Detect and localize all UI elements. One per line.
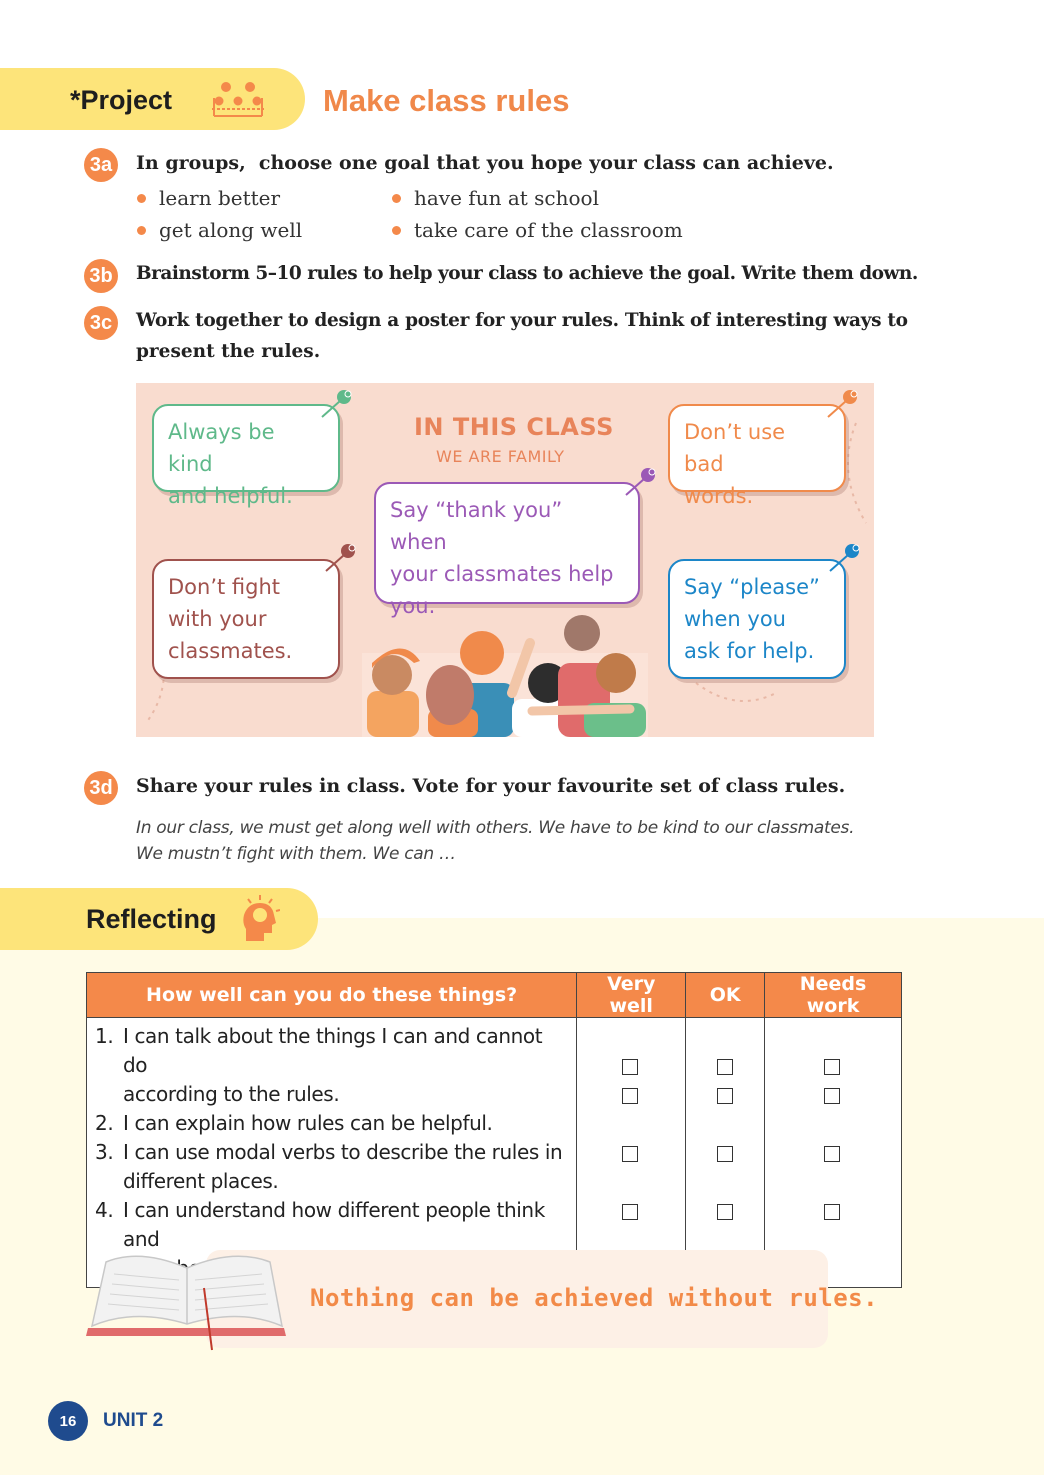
project-title: Make class rules xyxy=(323,83,570,118)
open-book-icon xyxy=(84,1248,290,1354)
checkbox-item1-ok[interactable] xyxy=(717,1059,733,1075)
option-label: take care of the classroom xyxy=(414,218,683,242)
note-line: Don’t use bad xyxy=(684,420,786,476)
class-rules-poster xyxy=(136,383,874,737)
item-number: 2. xyxy=(95,1111,114,1135)
option-label: learn better xyxy=(159,186,281,210)
list-item xyxy=(95,1196,568,1254)
red-pin-icon xyxy=(322,541,362,575)
example-line-1: In our class, we must get along well with others. We have to be kind to our classmates. xyxy=(136,818,855,838)
item-number: 4. xyxy=(95,1198,114,1222)
item-text: I can understand how different people think and xyxy=(123,1198,545,1251)
bullet-dot xyxy=(392,226,401,235)
poster-subheading: WE ARE FAMILY xyxy=(436,447,565,466)
self-assessment-table xyxy=(86,972,902,1288)
ok-column xyxy=(686,1018,765,1288)
note-line: Say “thank you” when xyxy=(390,498,563,554)
column-header: Very well xyxy=(577,973,686,1018)
motto-quote: Nothing can be achieved without rules. xyxy=(310,1284,879,1312)
bullet-dot xyxy=(137,226,146,235)
checkbox-item3-very-well[interactable] xyxy=(622,1146,638,1162)
items-cell xyxy=(87,1018,577,1288)
rule-note-kind xyxy=(152,404,340,508)
note-line: classmates. xyxy=(168,639,293,663)
note-line: Don’t fight xyxy=(168,575,281,599)
needs-work-column xyxy=(765,1018,902,1288)
instruction-3c-line1: Work together to design a poster for your rules. Think of interesting ways to xyxy=(136,310,908,331)
rule-note-thank-you xyxy=(374,482,640,618)
option-get-along xyxy=(137,218,302,242)
project-label: *Project xyxy=(70,85,173,115)
purple-pin-icon xyxy=(622,465,662,499)
badge-3b: 3b xyxy=(84,259,118,293)
table-header-row xyxy=(87,973,902,1018)
orange-pin-icon xyxy=(824,387,864,421)
column-header: Needs work xyxy=(765,973,902,1018)
instruction-3d: Share your rules in class. Vote for your favourite set of class rules. xyxy=(136,775,846,797)
checkbox-item4-ok[interactable] xyxy=(717,1204,733,1220)
group-icon xyxy=(210,80,266,120)
green-pin-icon xyxy=(318,387,358,421)
item-text: I can talk about the things I can and cannot do xyxy=(123,1024,543,1077)
instruction-3a: In groups, choose one goal that you hope your class can achieve. xyxy=(136,152,834,174)
note-line: with your xyxy=(168,607,267,631)
example-line-2: We mustn’t fight with them. We can … xyxy=(136,844,456,864)
note-line: when you xyxy=(684,607,786,631)
item-text: according to the rules. xyxy=(123,1082,340,1106)
option-learn-better xyxy=(137,186,280,210)
list-item-continued xyxy=(95,1167,568,1196)
checkbox-item1-very-well[interactable] xyxy=(622,1059,638,1075)
students-illustration xyxy=(362,613,648,737)
list-item xyxy=(95,1109,568,1138)
note-line: your classmates help xyxy=(390,562,614,586)
checkbox-item2-very-well[interactable] xyxy=(622,1088,638,1104)
checkbox-item2-ok[interactable] xyxy=(717,1088,733,1104)
option-label: get along well xyxy=(159,218,303,242)
very-well-column xyxy=(577,1018,686,1288)
checkbox-item2-needs-work[interactable] xyxy=(824,1088,840,1104)
note-line: Always be kind xyxy=(168,420,275,476)
bullet-dot xyxy=(137,194,146,203)
unit-label: UNIT 2 xyxy=(103,1410,164,1431)
item-number: 1. xyxy=(95,1024,114,1048)
lightbulb-head-icon xyxy=(240,895,280,943)
rule-note-bad-words xyxy=(668,404,846,508)
checkbox-item4-needs-work[interactable] xyxy=(824,1204,840,1220)
item-text: I can use modal verbs to describe the rules in xyxy=(123,1140,563,1164)
note-line: Say “please” xyxy=(684,575,820,599)
column-header: How well can you do these things? xyxy=(87,973,577,1018)
option-have-fun xyxy=(392,186,599,210)
badge-3c: 3c xyxy=(84,306,118,340)
poster-heading: IN THIS CLASS xyxy=(414,413,614,441)
item-text: different places. xyxy=(123,1169,279,1193)
instruction-3b: Brainstorm 5–10 rules to help your class to achieve the goal. Write them down. xyxy=(136,263,918,284)
option-take-care xyxy=(392,218,683,242)
option-label: have fun at school xyxy=(414,186,599,210)
checkbox-item4-very-well[interactable] xyxy=(622,1204,638,1220)
page-number: 16 xyxy=(48,1401,88,1441)
reflecting-title: Reflecting xyxy=(86,904,217,934)
badge-3a: 3a xyxy=(84,148,118,182)
blue-pin-icon xyxy=(826,541,866,575)
checkbox-item3-needs-work[interactable] xyxy=(824,1146,840,1162)
instruction-3c-line2: present the rules. xyxy=(136,341,321,362)
item-text: I can explain how rules can be helpful. xyxy=(123,1111,493,1135)
checkbox-item3-ok[interactable] xyxy=(717,1146,733,1162)
note-line: words. xyxy=(684,484,754,508)
rule-note-dont-fight xyxy=(152,559,340,679)
rule-note-please xyxy=(668,559,846,679)
checkbox-item1-needs-work[interactable] xyxy=(824,1059,840,1075)
column-header: OK xyxy=(686,973,765,1018)
bullet-dot xyxy=(392,194,401,203)
badge-3d: 3d xyxy=(84,771,118,805)
note-line: you. xyxy=(390,594,436,618)
item-number: 3. xyxy=(95,1140,114,1164)
list-item xyxy=(95,1138,568,1167)
list-item-continued xyxy=(95,1080,568,1109)
list-item xyxy=(95,1022,568,1080)
table-body-row xyxy=(87,1018,902,1288)
note-line: ask for help. xyxy=(684,639,815,663)
note-line: and helpful. xyxy=(168,484,293,508)
